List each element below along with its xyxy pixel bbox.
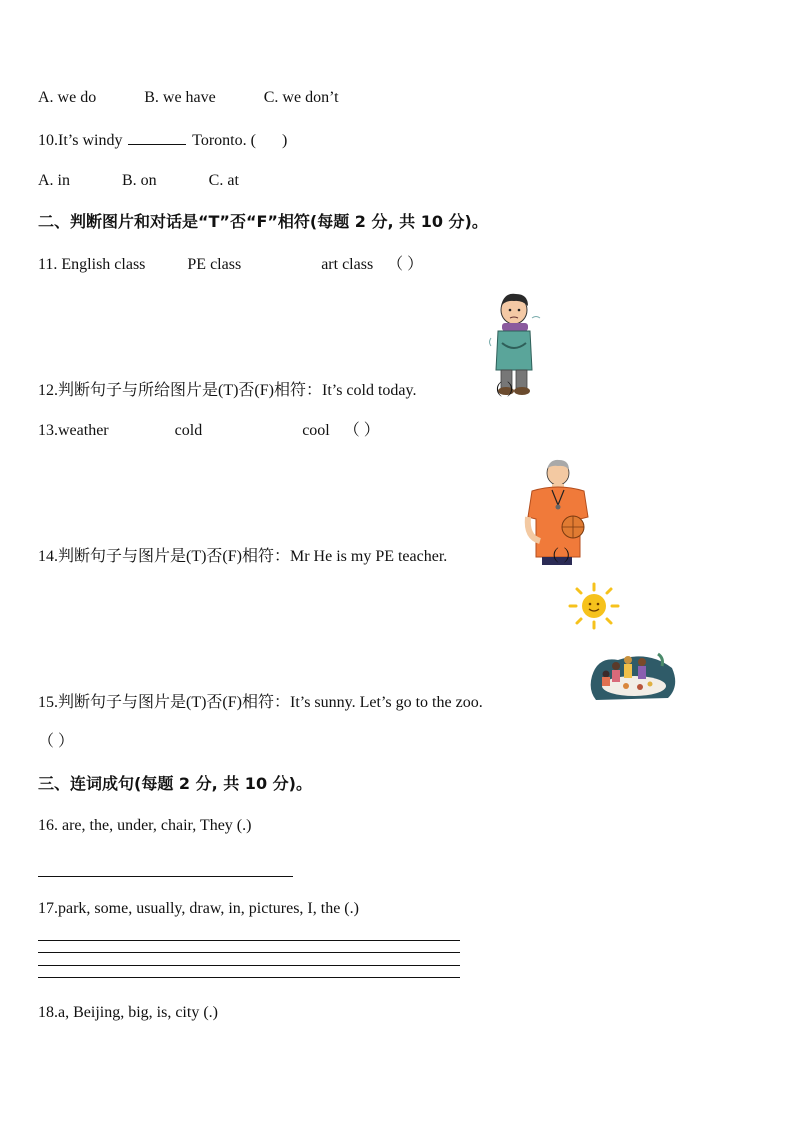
q11-answer-paren[interactable]: （ ） [387, 256, 424, 273]
q18-question: 18.a, Beijing, big, is, city (.) [38, 1004, 218, 1021]
q17-question: 17.park, some, usually, draw, in, pictures, I, the (.) [38, 900, 359, 917]
q11-word-b: PE class [187, 256, 242, 273]
q9-option-a: A. we do [38, 89, 97, 106]
q13-word-c: cool [302, 422, 330, 439]
q17-answer-line-1[interactable] [38, 940, 460, 941]
q14-answer-paren[interactable]: （ ） [543, 548, 580, 565]
q17-answer-line-3[interactable] [38, 965, 460, 966]
q14-text: 14.判断句子与图片是(T)否(F)相符：Mr He is my PE teacher. [38, 548, 448, 565]
q10-blank[interactable] [128, 130, 186, 145]
q10-option-c: C. at [208, 172, 239, 189]
q15-answer-paren[interactable]: （ ） [38, 733, 75, 750]
q10-after: Toronto. ( [192, 132, 256, 149]
q9-options [38, 88, 339, 108]
section3-title: 三、连词成句(每题 2 分, 共 10 分)。 [38, 774, 312, 793]
q11-question [38, 255, 423, 275]
q16-answer-line[interactable] [38, 876, 293, 877]
q10-options [38, 171, 239, 191]
q12-answer-paren[interactable]: （ ） [486, 382, 523, 399]
q13-word-b: cold [174, 422, 203, 439]
q9-option-c: C. we don’t [263, 89, 339, 106]
q15-question [38, 693, 483, 713]
q10-question [38, 130, 287, 151]
q14-question [38, 547, 579, 567]
q10-option-b: B. on [122, 172, 157, 189]
q13-word-a: 13.weather [38, 422, 109, 439]
q12-question [38, 381, 523, 401]
q17-answer-line-2[interactable] [38, 952, 460, 953]
q9-option-b: B. we have [144, 89, 216, 106]
q15-answer-line [38, 732, 74, 752]
q17-answer-line-4[interactable] [38, 977, 460, 978]
q16-question: 16. are, the, under, chair, They (.) [38, 817, 252, 834]
q15-text: 15.判断句子与图片是(T)否(F)相符：It’s sunny. Let’s go to the zoo. [38, 694, 483, 711]
q10-option-a: A. in [38, 172, 70, 189]
q13-question [38, 421, 380, 441]
q11-word-c: art class [321, 256, 374, 273]
section2-title: 二、判断图片和对话是“T”否“F”相符(每题 2 分, 共 10 分)。 [38, 212, 488, 231]
q10-close: ) [281, 132, 288, 149]
q11-word-a: 11. English class [38, 256, 146, 273]
q12-text: 12.判断句子与所给图片是(T)否(F)相符：It’s cold today. [38, 382, 417, 399]
q13-answer-paren[interactable]: （ ） [343, 422, 380, 439]
picnic-image [588, 646, 678, 704]
q10-before: 10.It’s windy [38, 132, 123, 149]
sun-image [566, 582, 622, 630]
